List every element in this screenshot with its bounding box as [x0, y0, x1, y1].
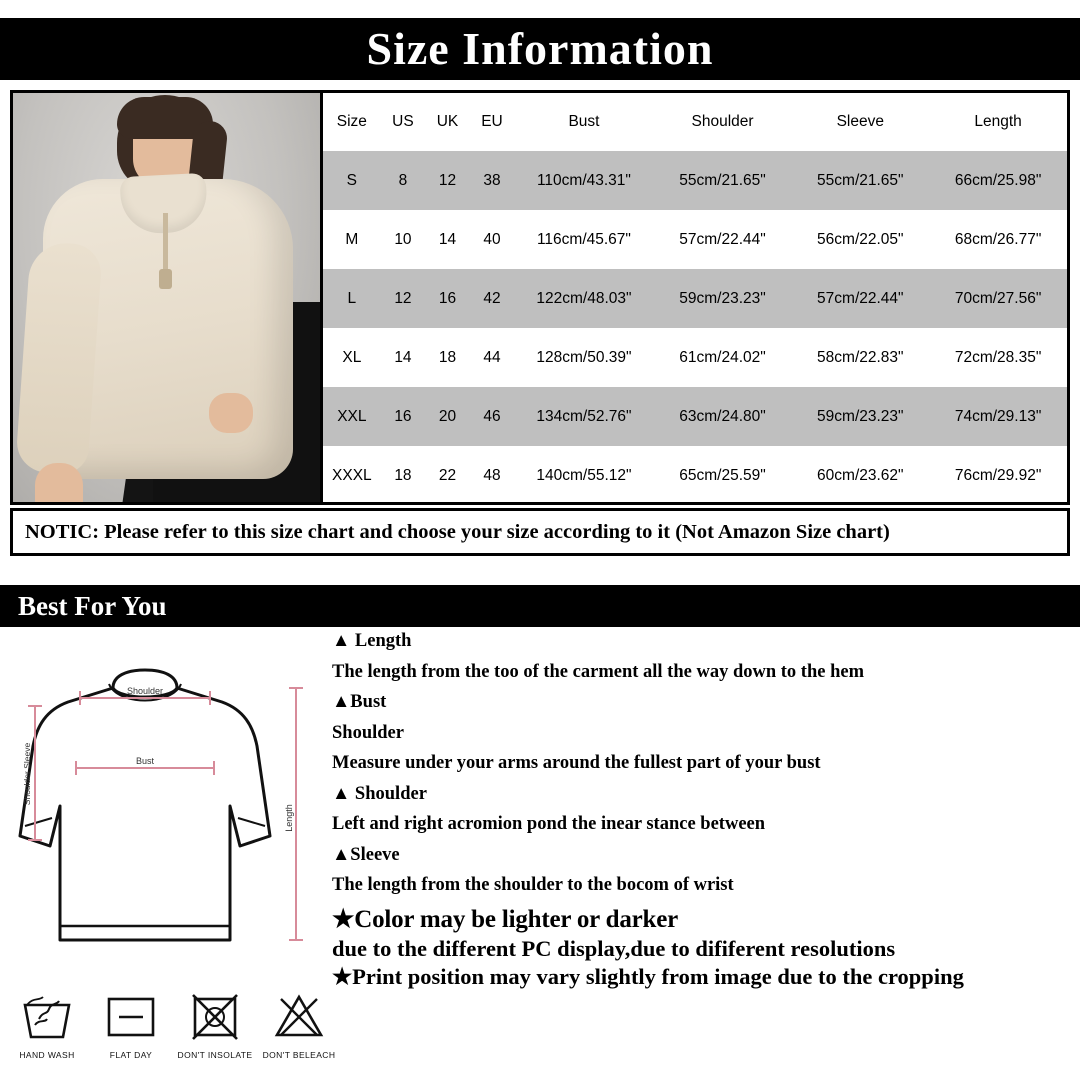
column-header-shoulder: Shoulder	[691, 113, 754, 130]
cell-us: 14	[394, 348, 412, 366]
table-row	[323, 210, 1067, 269]
measure-body-sleeve: The length from the shoulder to the bocom of wrist	[332, 875, 734, 895]
cell-uk: 12	[438, 171, 457, 189]
cell-us: 12	[394, 289, 412, 307]
column-header-bust: Bust	[568, 113, 600, 130]
measurement-instructions	[332, 632, 1080, 995]
cell-eu: 48	[483, 466, 501, 484]
column-header-length: Length	[974, 113, 1022, 130]
size-table	[323, 93, 1067, 505]
column-header-size: Size	[336, 113, 367, 130]
table-row	[323, 269, 1067, 328]
measure-heading-sleeve: ▲Sleeve	[332, 844, 400, 865]
table-row	[323, 387, 1067, 446]
care-item-flat-dry	[92, 985, 170, 1075]
cell-uk: 18	[438, 348, 457, 366]
cell-bust: 116cm/45.67"	[536, 230, 631, 248]
table-row	[323, 328, 1067, 387]
diagram-label-shoulder: Shoulder	[126, 686, 164, 696]
column-header-sleeve: Sleeve	[836, 113, 884, 130]
page-title-banner	[0, 18, 1080, 80]
cell-size: XXXL	[332, 466, 372, 484]
cell-uk: 20	[438, 407, 457, 425]
cell-sleeve: 56cm/22.05"	[817, 230, 904, 248]
cell-shoulder: 57cm/22.44"	[679, 230, 766, 248]
measure-body-shoulder: Left and right acromion pond the inear stance between	[332, 814, 766, 834]
column-header-eu: EU	[481, 113, 503, 130]
measure-body-bust-shoulder: Shoulder	[332, 722, 404, 743]
cell-shoulder: 59cm/23.23"	[679, 289, 766, 307]
column-header-us: US	[392, 113, 414, 130]
cell-size: XXL	[337, 407, 367, 425]
cell-size: M	[345, 230, 359, 248]
best-for-you-label: Best For You	[18, 591, 167, 621]
measure-body-bust: Measure under your arms around the fullest part of your bust	[332, 753, 821, 773]
cell-size: L	[347, 289, 357, 307]
care-item-do-not-bleach	[260, 985, 338, 1075]
flat-dry-icon	[101, 985, 161, 1043]
measure-heading-shoulder: ▲ Shoulder	[332, 783, 427, 804]
cell-bust: 128cm/50.39"	[536, 348, 632, 366]
cell-us: 10	[394, 230, 412, 248]
cell-bust: 140cm/55.12"	[536, 466, 632, 484]
care-caption: DON'T BELEACH	[262, 1050, 336, 1060]
care-caption: DON'T INSOLATE	[177, 1050, 253, 1060]
do-not-insolate-icon	[185, 985, 245, 1043]
cell-sleeve: 59cm/23.23"	[817, 407, 904, 425]
cell-bust: 122cm/48.03"	[536, 289, 632, 307]
do-not-bleach-icon	[269, 985, 329, 1043]
cell-size: S	[346, 171, 358, 189]
care-item-do-not-insolate	[176, 985, 254, 1075]
cell-eu: 46	[483, 407, 501, 425]
cell-sleeve: 58cm/22.83"	[817, 348, 904, 366]
diagram-label-bust: Bust	[135, 756, 155, 766]
table-row	[323, 151, 1067, 210]
note-color-heading: ★Color may be lighter or darker	[332, 905, 679, 933]
care-item-hand-wash	[8, 985, 86, 1075]
size-chart-box	[10, 90, 1070, 505]
column-header-uk: UK	[436, 113, 459, 130]
cell-eu: 42	[483, 289, 501, 307]
cell-uk: 22	[438, 466, 457, 484]
cell-sleeve: 55cm/21.65"	[817, 171, 904, 189]
measurement-diagram	[8, 640, 328, 970]
cell-us: 8	[398, 171, 408, 189]
cell-us: 18	[394, 466, 412, 484]
cell-eu: 40	[483, 230, 501, 248]
cell-shoulder: 61cm/24.02"	[679, 348, 766, 366]
diagram-label-shoulder-sleeve: Shoulder Sleeve	[22, 742, 32, 806]
cell-length: 66cm/25.98"	[954, 171, 1042, 189]
cell-eu: 38	[483, 171, 501, 189]
cell-shoulder: 63cm/24.80"	[679, 407, 766, 425]
sweatshirt-diagram-svg	[8, 640, 328, 970]
measure-heading-bust: ▲Bust	[332, 692, 387, 712]
cell-length: 74cm/29.13"	[954, 407, 1042, 425]
cell-uk: 16	[438, 289, 457, 307]
cell-length: 68cm/26.77"	[954, 230, 1042, 248]
care-caption: FLAT DAY	[109, 1050, 153, 1060]
table-header-row	[323, 93, 1067, 151]
measure-body-length: The length from the too of the carment all the way down to the hem	[332, 661, 864, 682]
cell-bust: 110cm/43.31"	[536, 171, 631, 189]
hand-wash-icon	[17, 985, 77, 1043]
diagram-label-length: Length	[284, 804, 294, 832]
table-row	[323, 446, 1067, 505]
cell-length: 72cm/28.35"	[954, 348, 1042, 366]
care-caption: HAND WASH	[19, 1050, 75, 1060]
cell-length: 76cm/29.92"	[954, 466, 1042, 484]
notice-bar	[10, 508, 1070, 556]
cell-size: XL	[342, 348, 362, 366]
model-photo-image	[13, 93, 320, 502]
care-instructions	[8, 985, 338, 1075]
measure-heading-length: ▲ Length	[332, 631, 412, 651]
cell-length: 70cm/27.56"	[954, 289, 1042, 307]
page-title: Size Information	[366, 23, 714, 74]
cell-us: 16	[394, 407, 412, 425]
model-photo	[13, 93, 323, 502]
size-table-wrapper	[323, 93, 1067, 502]
cell-uk: 14	[438, 230, 457, 248]
cell-bust: 134cm/52.76"	[536, 407, 632, 425]
cell-shoulder: 55cm/21.65"	[679, 171, 766, 189]
cell-eu: 44	[483, 348, 501, 366]
note-color-body: due to the different PC display,due to dififerent resolutions	[332, 935, 896, 961]
cell-sleeve: 57cm/22.44"	[817, 289, 904, 307]
note-print-position: ★Print position may vary slightly from image due to the cropping	[332, 964, 964, 989]
cell-shoulder: 65cm/25.59"	[679, 466, 766, 484]
notice-text: NOTIC: Please refer to this size chart and choose your size according to it (Not Amazon Size chart)	[25, 520, 890, 543]
cell-sleeve: 60cm/23.62"	[817, 466, 904, 484]
